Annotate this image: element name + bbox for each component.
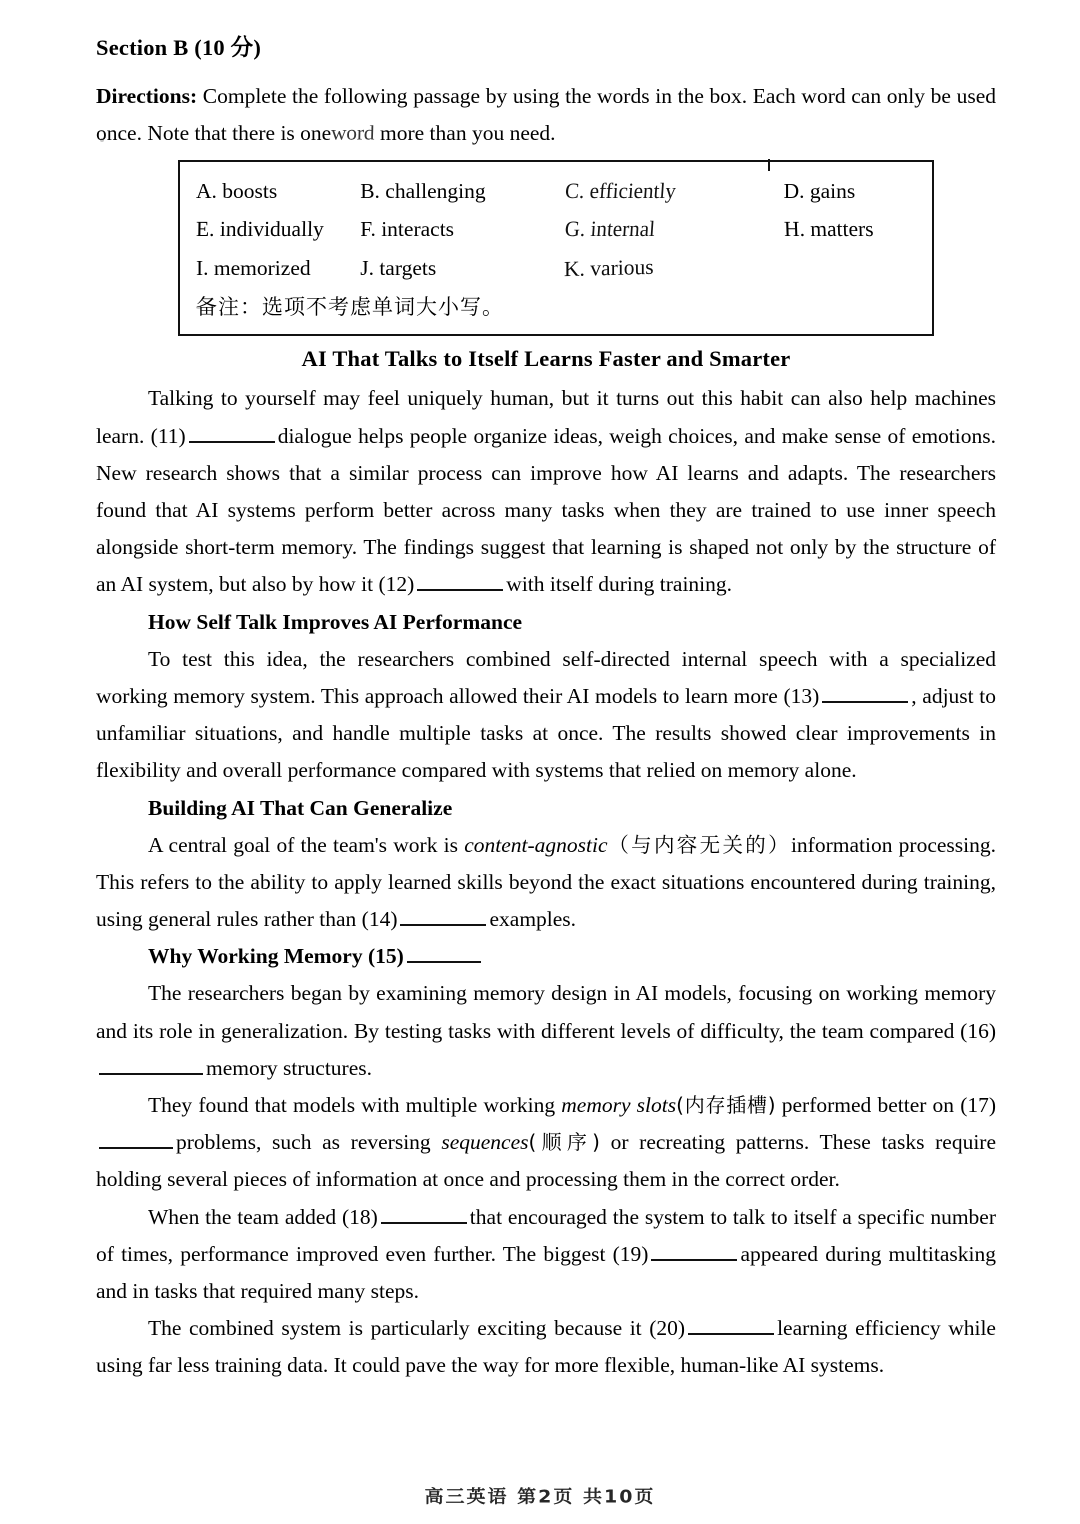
word-option-j: J. targets — [360, 255, 437, 280]
blank-14[interactable] — [400, 902, 486, 927]
directions-text-part1: Complete the following passage by using the words in the box. Each word can only be — [202, 84, 951, 109]
paragraph-memory-design-text-a: The researchers began by examining memory design in AI models, focusing on working memory and its role in generalization. By testing tasks with different levels of difficulty, the team compared (16) — [96, 981, 996, 1043]
paragraph-memory-design-text-b: memory structures. — [206, 1055, 372, 1080]
paragraph-conclusion — [96, 1310, 996, 1384]
word-option-b: B. challenging — [360, 179, 486, 204]
blank-13[interactable] — [822, 678, 908, 703]
blank-19[interactable] — [651, 1236, 737, 1261]
term-content-agnostic: content-agnostic — [464, 832, 608, 857]
paragraph-conclusion-text-b: learning efficiency while using far less training data. It could pave the way for more flexible, human-like AI systems. — [96, 1316, 996, 1378]
paragraph-memory-slots-text-c: problems, such as reversing — [176, 1130, 431, 1155]
word-option-e — [196, 210, 360, 248]
directions-label: Directions: — [96, 84, 198, 109]
gloss-sequences: (顺序) — [528, 1130, 600, 1155]
paragraph-self-talk-count-text-c: appeared during multitasking and in tasks that required many steps. — [96, 1241, 996, 1303]
word-option-e-label: E. individually — [195, 217, 325, 242]
directions-text-part2a: used once. Note that there is one — [96, 84, 996, 146]
blank-11[interactable] — [189, 418, 275, 443]
gloss-content-agnostic: （与内容无关的） — [607, 832, 791, 857]
blank-20[interactable] — [688, 1311, 774, 1336]
paragraph-self-talk-count-text-b: that encouraged the system to talk to itself a specific number of times, performance improved even further. The biggest (19) — [96, 1204, 996, 1266]
directions-degraded-word: word — [330, 121, 375, 145]
paragraph-self-talk-text-b: , adjust to unfamiliar situations, and handle multiple tasks at once. The results showed clear improvements in flexibility and overall performance compared with systems that relied on memory alone. — [96, 683, 996, 783]
word-option-c-label: C. efficiently — [564, 178, 677, 204]
blank-18[interactable] — [381, 1199, 467, 1224]
directions-paragraph — [96, 78, 996, 152]
paragraph-conclusion-text-a: The combined system is particularly exciting because it (20) — [148, 1316, 686, 1341]
paragraph-generalize-text-c: examples. — [489, 907, 577, 932]
blank-15[interactable] — [407, 939, 481, 964]
blank-17[interactable] — [99, 1125, 173, 1150]
word-option-h-label: H. matters — [783, 217, 874, 242]
paragraph-self-talk-text-a: To test this idea, the researchers combined self-directed internal speech with a specialized working memory system. This approach allowed their AI models to learn more (13) — [96, 646, 996, 708]
subheading-why-working-memory-label: Why Working Memory (15) — [148, 944, 404, 969]
gloss-memory-slots: (内存插槽) — [676, 1093, 776, 1118]
page-content — [96, 34, 996, 1385]
word-bank — [178, 160, 934, 336]
word-bank-box — [178, 160, 934, 336]
paragraph-memory-slots — [96, 1087, 996, 1199]
page-footer: 高三英语 第2页 共10页 — [424, 1486, 656, 1507]
subheading-why-working-memory — [96, 938, 996, 975]
word-option-a: A. boosts — [196, 179, 278, 204]
blank-12[interactable] — [417, 567, 503, 592]
blank-16[interactable] — [99, 1050, 203, 1075]
paragraph-intro — [96, 380, 996, 603]
word-option-g-label: G. internal — [564, 217, 656, 242]
paragraph-intro-text-b: dialogue helps people organize ideas, weigh choices, and make sense of emotions. New research shows that a similar process can improve how AI learns and adapts. The researchers found that AI systems perform better across many tasks when they are trained to use inner speech alongside short-term memory. The findings suggest that learning is shaped not only by the structure of an AI system, but also by how it (12) — [96, 423, 996, 597]
paragraph-self-talk — [96, 641, 996, 790]
term-memory-slots: memory slots — [561, 1093, 677, 1118]
word-option-d: D. gains — [783, 179, 856, 204]
word-bank-note: 备注：选项不考虑单词大小写。 — [196, 294, 504, 319]
word-option-k — [564, 249, 784, 287]
paragraph-generalize — [96, 827, 996, 939]
word-bank-row — [196, 249, 932, 287]
article-title: AI That Talks to Itself Learns Faster and Smarter — [301, 346, 791, 372]
directions-text-part2c: more than you need. — [380, 121, 556, 146]
paragraph-generalize-text-a: A central goal of the team's work is — [148, 832, 458, 857]
word-option-g — [564, 210, 784, 248]
paragraph-memory-slots-text-b: performed better on (17) — [781, 1093, 997, 1118]
paragraph-intro-text-a: Talking to yourself may feel uniquely human, but it turns out this habit can also help machines learn. (11) — [96, 386, 996, 448]
word-bank-divider-tick — [768, 159, 770, 171]
subheading-building-ai: Building AI That Can Generalize — [148, 795, 453, 820]
word-option-f: F. interacts — [360, 217, 455, 242]
paragraph-self-talk-count-text-a: When the team added (18) — [148, 1204, 378, 1229]
word-bank-row — [196, 210, 932, 248]
subheading-how-self-talk: How Self Talk Improves AI Performance — [148, 609, 523, 634]
word-bank-row — [196, 172, 932, 210]
term-sequences: sequences — [441, 1130, 529, 1155]
paragraph-generalize-text-b: information processing. This refers to the ability to apply learned skills beyond the exact situations encountered during training, using general rules rather than (14) — [96, 832, 996, 932]
paragraph-memory-slots-text-a: They found that models with multiple working — [148, 1093, 556, 1118]
word-option-empty — [784, 249, 932, 287]
paragraph-memory-slots-text-d: or recreating patterns. These tasks require holding several pieces of information at once and processing them in the correct order. — [96, 1130, 996, 1192]
word-option-h — [784, 210, 932, 248]
paragraph-self-talk-count — [96, 1199, 996, 1311]
word-option-k-label: K. various — [564, 254, 654, 281]
paragraph-memory-design — [96, 975, 996, 1087]
section-title: Section B (10 分) — [96, 35, 262, 60]
paragraph-intro-text-c: with itself during training. — [506, 572, 733, 597]
word-option-c — [564, 172, 784, 210]
word-option-i: I. memorized — [196, 255, 311, 280]
